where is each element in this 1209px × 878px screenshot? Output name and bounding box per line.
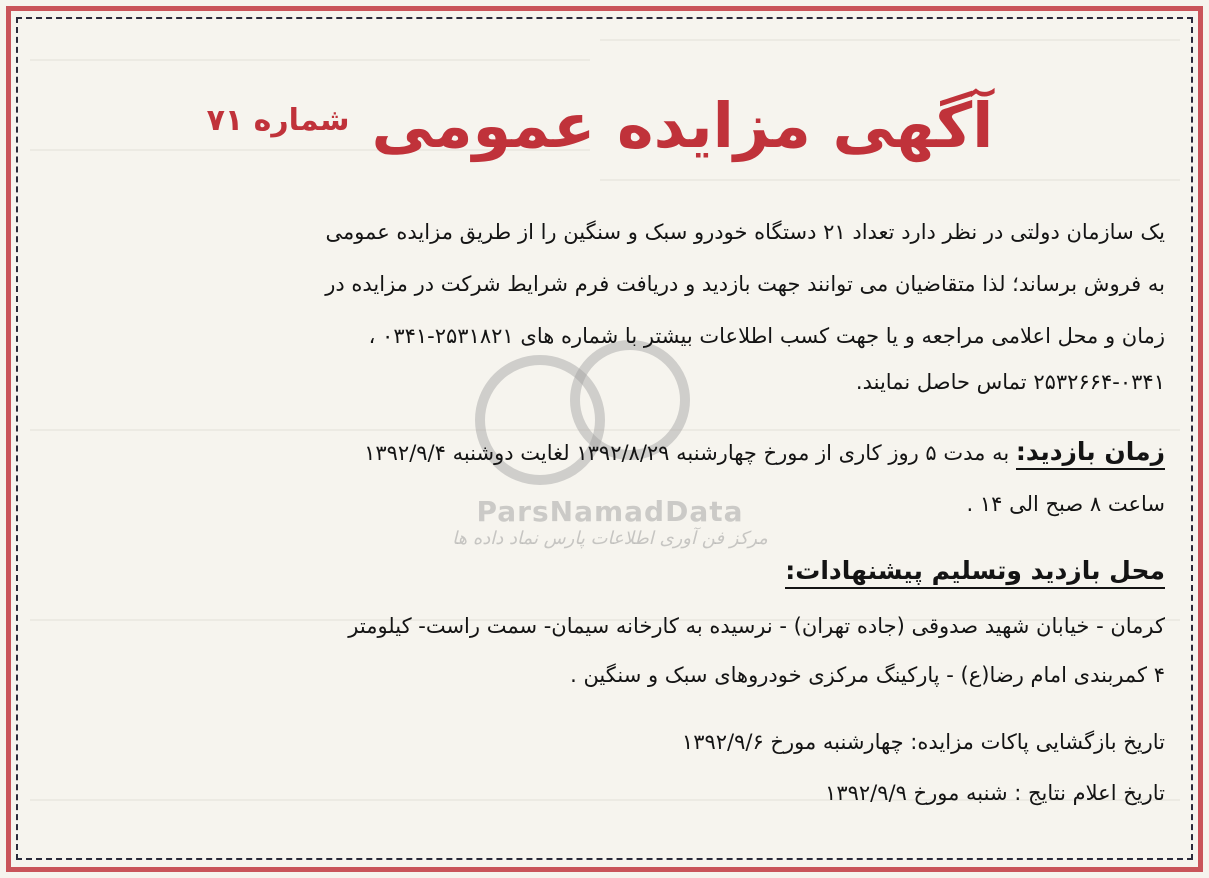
visit-time-detail: به مدت ۵ روز کاری از مورخ چهارشنبه ۱۳۹۲/۸/۲۹ لغایت دوشنبه ۱۳۹۲/۹/۴ (364, 441, 1016, 465)
visit-place-heading: محل بازدید وتسلیم پیشنهادات: (785, 556, 1165, 589)
visit-place-heading-row (40, 546, 1165, 597)
notice-header (170, 60, 1030, 160)
visit-place-section (40, 546, 1165, 695)
results-date: تاریخ اعلام نتایج : شنبه مورخ ۱۳۹۲/۹/۹ (825, 781, 1165, 805)
visit-time-line-1 (40, 428, 1165, 477)
notice-number: شماره ۷۱ (206, 103, 350, 138)
intro-line-4: ۲۵۳۲۶۶۴-۰۳۴۱ تماس حاصل نمایند. (855, 370, 1165, 394)
visit-time-section (40, 428, 1165, 531)
visit-place-line-1: کرمان - خیابان شهید صدوقی (جاده تهران) - نرسیده به کارخانه سیمان- سمت راست- کیلومتر (348, 614, 1165, 638)
watermark-brand: ParsNamadData (476, 495, 744, 528)
visit-time-heading: زمان بازدید: (1016, 437, 1165, 470)
opening-date: تاریخ بازگشایی پاکات مزایده: چهارشنبه مورخ ۱۳۹۲/۹/۶ (681, 730, 1165, 754)
intro-line-3: زمان و محل اعلامی مراجعه و یا جهت کسب اطلاعات بیشتر با شماره های ۲۵۳۱۸۲۱-۰۳۴۱ ، (368, 324, 1165, 348)
intro-paragraph (40, 206, 1165, 402)
visit-time-line-2: ساعت ۸ صبح الی ۱۴ . (966, 492, 1165, 516)
visit-place-line-2: ۴ کمربندی امام رضا(ع) - پارکینگ مرکزی خودروهای سبک و سنگین . (570, 663, 1165, 687)
intro-line-2: به فروش برساند؛ لذا متقاضیان می توانند جهت بازدید و دریافت فرم شرایط شرکت در مزایده در (325, 272, 1165, 296)
watermark-subtitle: مرکز فن آوری اطلاعات پارس نماد داده ها (452, 528, 768, 549)
intro-line-1: یک سازمان دولتی در نظر دارد تعداد ۲۱ دستگاه خودرو سبک و سنگین را از طریق مزایده عمومی (325, 220, 1165, 244)
notice-title: آگهی مزایده عمومی (371, 88, 994, 162)
dates-section (40, 720, 1165, 822)
